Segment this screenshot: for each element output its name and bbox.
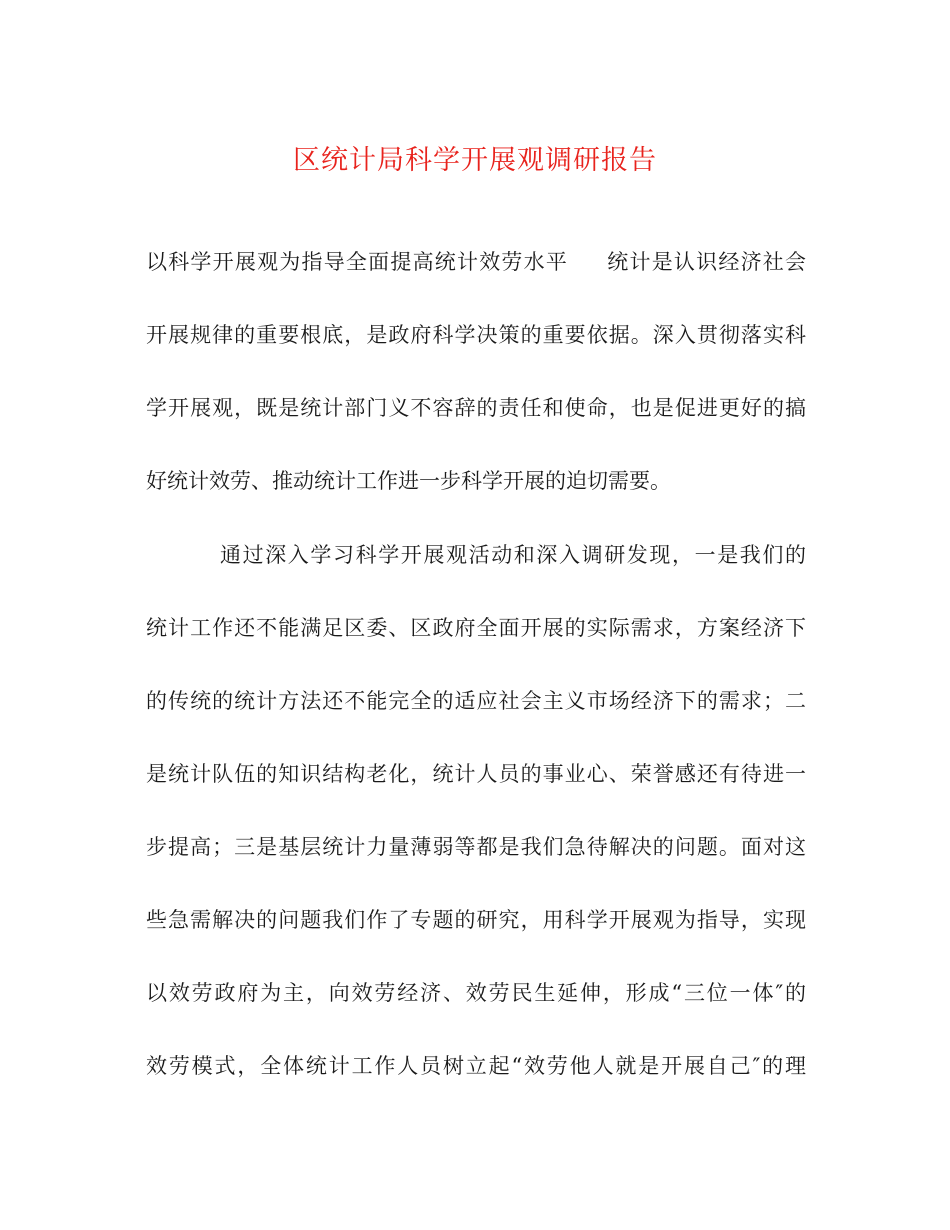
document-title: 区统计局科学开展观调研报告 bbox=[293, 145, 657, 176]
paragraph-2-line-4: 是统计队伍的知识结构老化，统计人员的事业心、荣誉感还有待进一 bbox=[146, 762, 806, 786]
paragraph-2-line-6: 些急需解决的问题我们作了专题的研究，用科学开展观为指导，实现 bbox=[146, 908, 806, 932]
paragraph-2-line-3: 的传统的统计方法还不能完全的适应社会主义市场经济下的需求；二 bbox=[146, 689, 806, 713]
paragraph-2-line-2: 统计工作还不能满足区委、区政府全面开展的实际需求，方案经济下 bbox=[146, 616, 806, 640]
paragraph-2-line-5: 步提高；三是基层统计力量薄弱等都是我们急待解决的问题。面对这 bbox=[146, 835, 806, 859]
paragraph-2-line-1: 通过深入学习科学开展观活动和深入调研发现，一是我们的 bbox=[220, 543, 806, 567]
paragraph-1-line-1 bbox=[146, 247, 806, 277]
section-heading: 以科学开展观为指导全面提高统计效劳水平 bbox=[146, 250, 569, 274]
paragraph-2-line-8: 效劳模式，全体统计工作人员树立起“效劳他人就是开展自己″的理 bbox=[146, 1054, 806, 1078]
paragraph-1-line-4: 好统计效劳、推动统计工作进一步科学开展的迫切需要。 bbox=[146, 469, 671, 493]
paragraph-1-line-3: 学开展观，既是统计部门义不容辞的责任和使命，也是促进更好的搞 bbox=[146, 396, 806, 420]
paragraph-2-line-7: 以效劳政府为主，向效劳经济、效劳民生延伸，形成“三位一体″的 bbox=[146, 981, 806, 1005]
paragraph-1-line-2: 开展规律的重要根底，是政府科学决策的重要依据。深入贯彻落实科 bbox=[146, 323, 806, 347]
paragraph-1-line-1-tail: 统计是认识经济社会 bbox=[606, 250, 807, 274]
